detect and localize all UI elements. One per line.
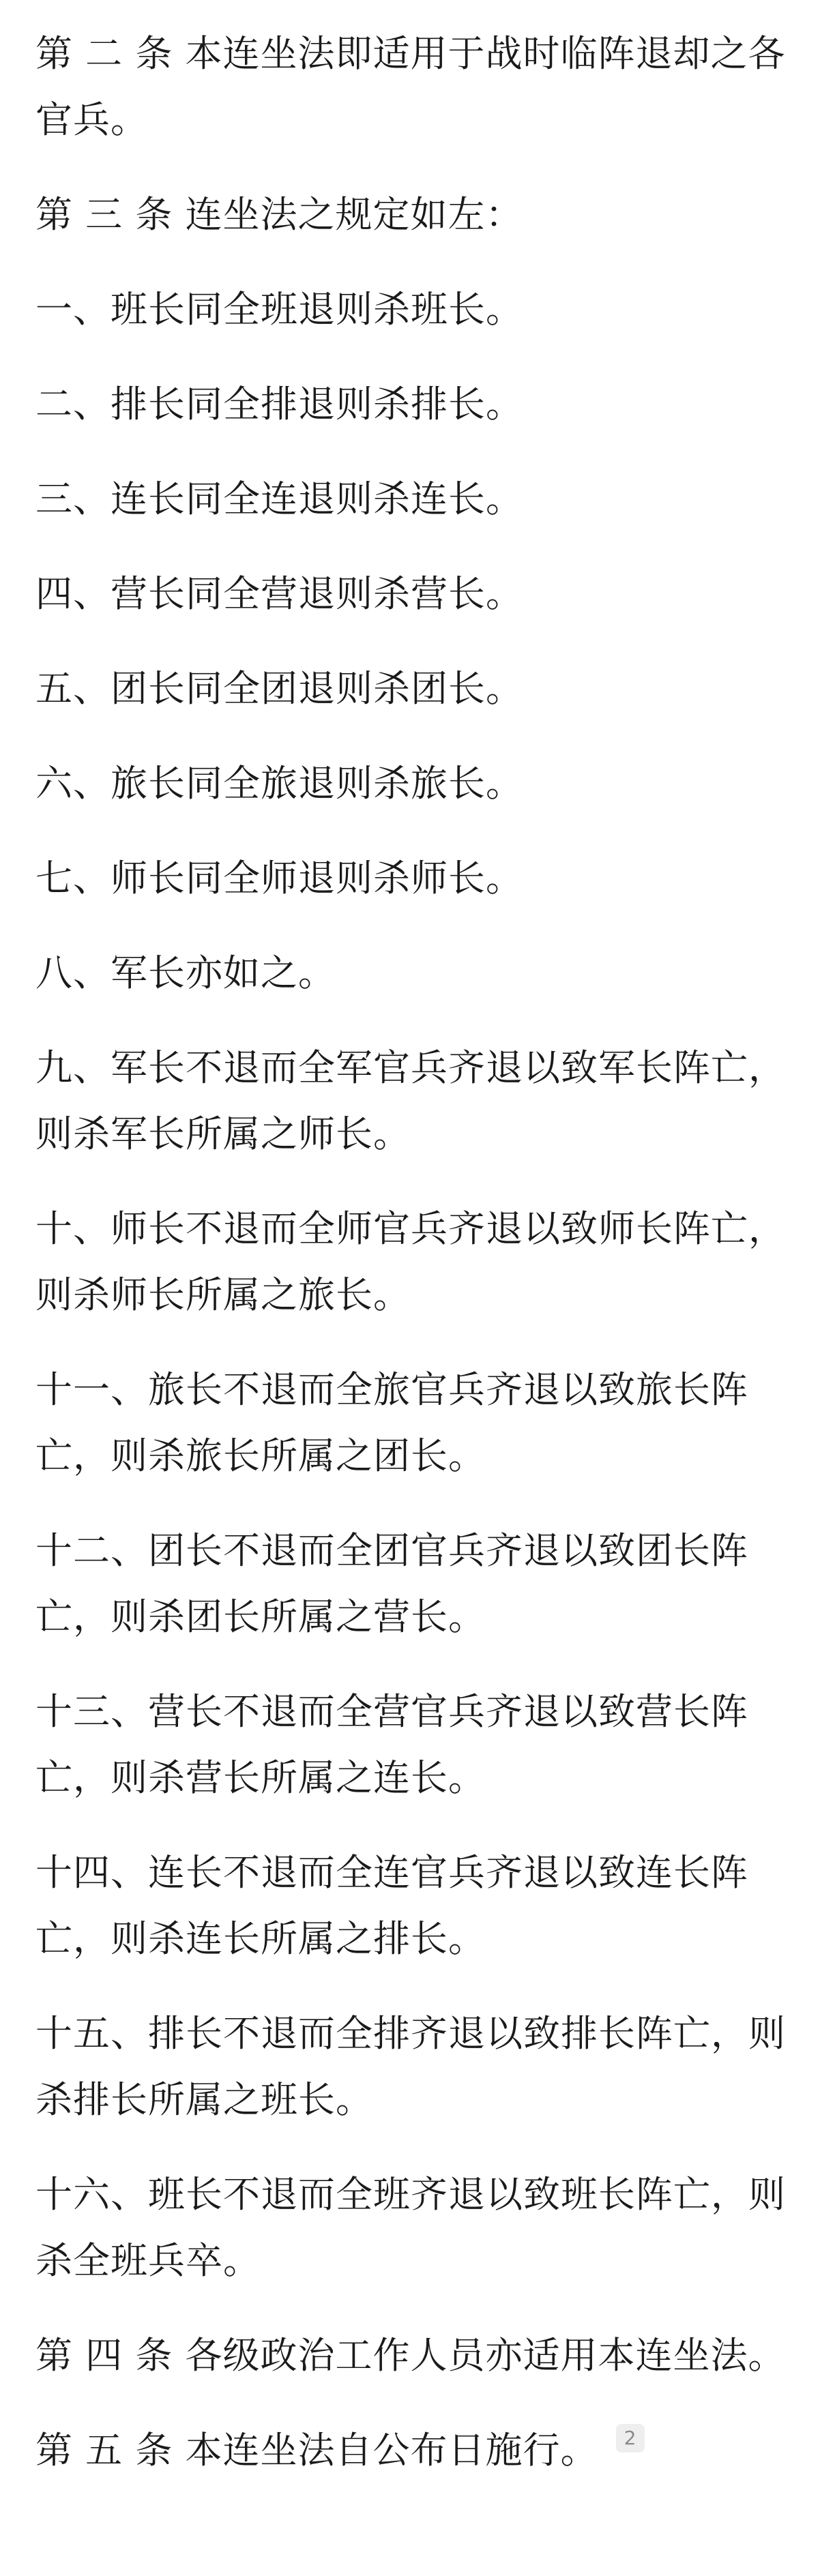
clause-6: 六、旅长同全旅退则杀旅长。 [35,762,523,805]
clause-5: 五、团长同全团退则杀团长。 [35,667,523,710]
clause-12: 十二、团长不退而全团官兵齐退以致团长阵亡，则杀团长所属之营长。 [35,1529,748,1638]
article-5: 第 五 条 本连坐法自公布日施行。 [35,2429,598,2472]
clause-2: 二、排长同全排退则杀排长。 [35,383,523,426]
clause-11: 十一、旅长不退而全旅官兵齐退以致旅长阵亡，则杀旅长所属之团长。 [35,1368,748,1477]
clause-8: 八、军长亦如之。 [35,951,336,994]
article-4: 第 四 条 各级政治工作人员亦适用本连坐法。 [35,2334,786,2377]
article-5-row [35,2417,806,2483]
clause-15: 十五、排长不退而全排齐退以致排长阵亡，则杀排长所属之班长。 [35,2012,786,2121]
bottom-fade-overlay [0,2535,835,2576]
clause-3: 三、连长同全连退则杀连长。 [35,477,523,520]
clause-16: 十六、班长不退而全班齐退以致班长阵亡，则杀全班兵卒。 [35,2173,786,2282]
clause-4: 四、营长同全营退则杀营长。 [35,572,523,615]
clause-13: 十三、营长不退而全营官兵齐退以致营长阵亡，则杀营长所属之连长。 [35,1690,748,1799]
article-2: 第 二 条 本连坐法即适用于战时临阵退却之各官兵。 [35,32,786,141]
document-body [35,20,806,2483]
clause-14: 十四、连长不退而全连官兵齐退以致连长阵亡，则杀连长所属之排长。 [35,1851,748,1960]
article-3-heading: 第 三 条 连坐法之规定如左： [35,193,523,236]
clause-10: 十、师长不退而全师官兵齐退以致师长阵亡，则杀师长所属之旅长。 [35,1207,786,1316]
footnote-badge[interactable]: 2 [616,2424,645,2453]
clause-9: 九、军长不退而全军官兵齐退以致军长阵亡，则杀军长所属之师长。 [35,1046,786,1155]
clause-7: 七、师长同全师退则杀师长。 [35,857,523,900]
clause-1: 一、班长同全班退则杀班长。 [35,288,523,331]
